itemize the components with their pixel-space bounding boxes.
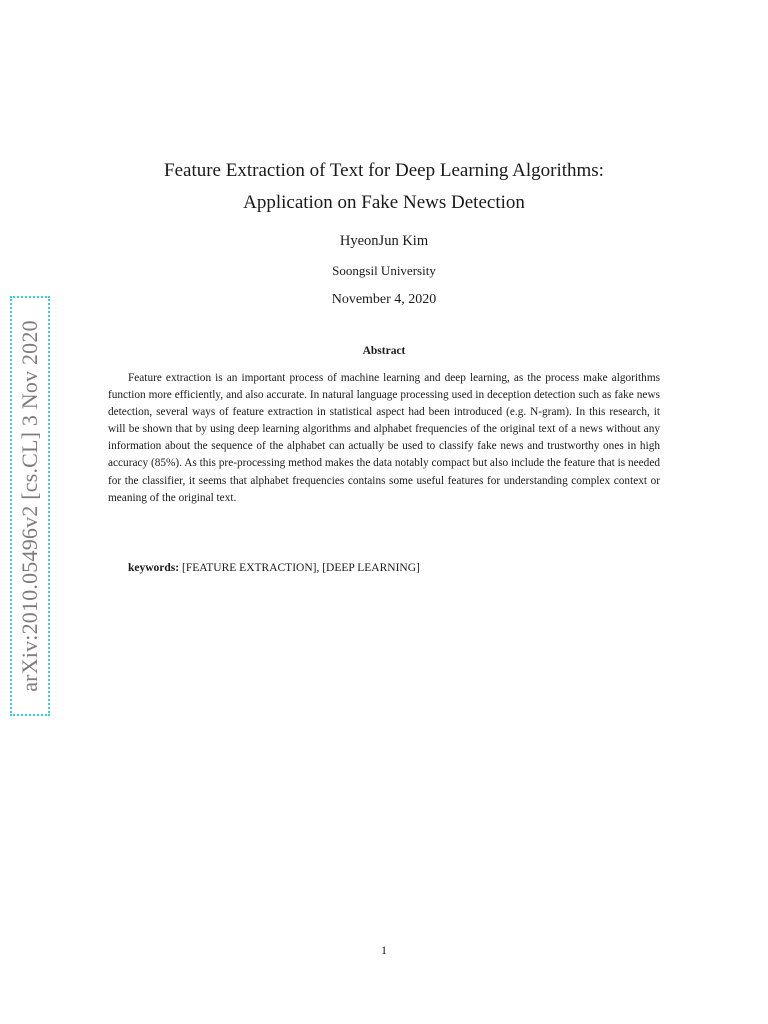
- abstract-text: Feature extraction is an important process of machine learning and deep learning, as the process make algorithms function more efficiently, and also accurate. In natural language processing used in deception detection such as fake news detection, several ways of feature extraction in statistical aspect had been introduced (e.g. N-gram). In this research, it will be shown that by using deep learning algorithms and alphabet frequencies of the original text of a news without any information about the sequence of the alphabet can actually be used to classify fake news and trustworthy ones in high accuracy (85%). As this pre-processing method makes the data notably compact but also include the feature that is needed for the classifier, it seems that alphabet frequencies contains some useful features for understanding complex context or meaning of the original text.: [108, 372, 660, 504]
- paper-title: [80, 155, 688, 219]
- arxiv-identifier: arXiv:2010.05496v2 [cs.CL] 3 Nov 2020: [17, 320, 42, 692]
- keywords-value: [FEATURE EXTRACTION], [DEEP LEARNING]: [182, 562, 420, 574]
- arxiv-stamp: [10, 296, 50, 716]
- title-line-2: Application on Fake News Detection: [243, 192, 525, 213]
- page-number: 1: [381, 943, 387, 957]
- title-line-1: Feature Extraction of Text for Deep Learning Algorithms:: [164, 160, 604, 181]
- author-name: HyeonJun Kim: [339, 233, 429, 249]
- keywords-line: [128, 562, 420, 574]
- paper-date: November 4, 2020: [331, 292, 437, 307]
- abstract-heading: Abstract: [362, 345, 406, 357]
- author-affiliation: Soongsil University: [332, 263, 436, 278]
- keywords-label: keywords:: [128, 562, 180, 574]
